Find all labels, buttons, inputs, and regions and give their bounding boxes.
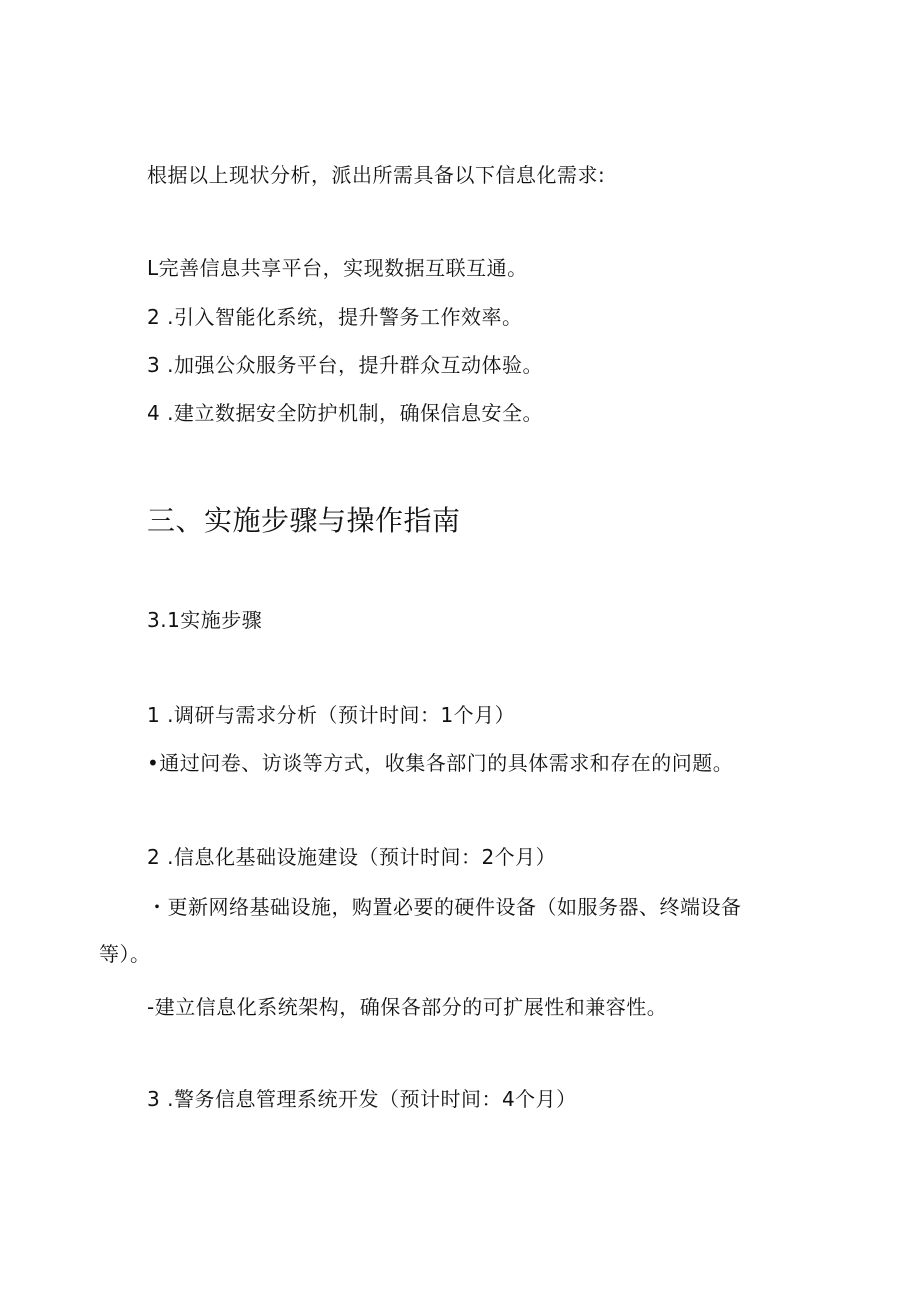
step-3-title: 3 .警务信息管理系统开发（预计时间：4个月）	[147, 1087, 577, 1111]
subsection-heading: 3.1实施步骤	[147, 608, 263, 632]
step-2-bullet-2: -建立信息化系统架构，确保各部分的可扩展性和兼容性。	[147, 995, 668, 1019]
requirement-item-3: 3 .加强公众服务平台，提升群众互动体验。	[147, 353, 543, 377]
requirement-item-4: 4 .建立数据安全防护机制，确保信息安全。	[147, 401, 543, 425]
section-heading: 三、实施步骤与操作指南	[147, 504, 461, 537]
step-1-bullet: •通过问卷、访谈等方式，收集各部门的具体需求和存在的问题。	[147, 751, 734, 775]
step-1-title: 1 .调研与需求分析（预计时间：1个月）	[147, 703, 516, 727]
requirement-item-1: L完善信息共享平台，实现数据互联互通。	[147, 256, 528, 280]
step-2-bullet-1: ・更新网络基础设施，购置必要的硬件设备（如服务器、终端设备	[147, 895, 742, 919]
step-2-title: 2 .信息化基础设施建设（预计时间：2个月）	[147, 845, 557, 869]
intro-paragraph: 根据以上现状分析，派出所需具备以下信息化需求:	[147, 163, 606, 187]
step-2-bullet-1-continuation: 等）。	[99, 942, 151, 966]
requirement-item-2: 2 .引入智能化系统，提升警务工作效率。	[147, 305, 523, 329]
